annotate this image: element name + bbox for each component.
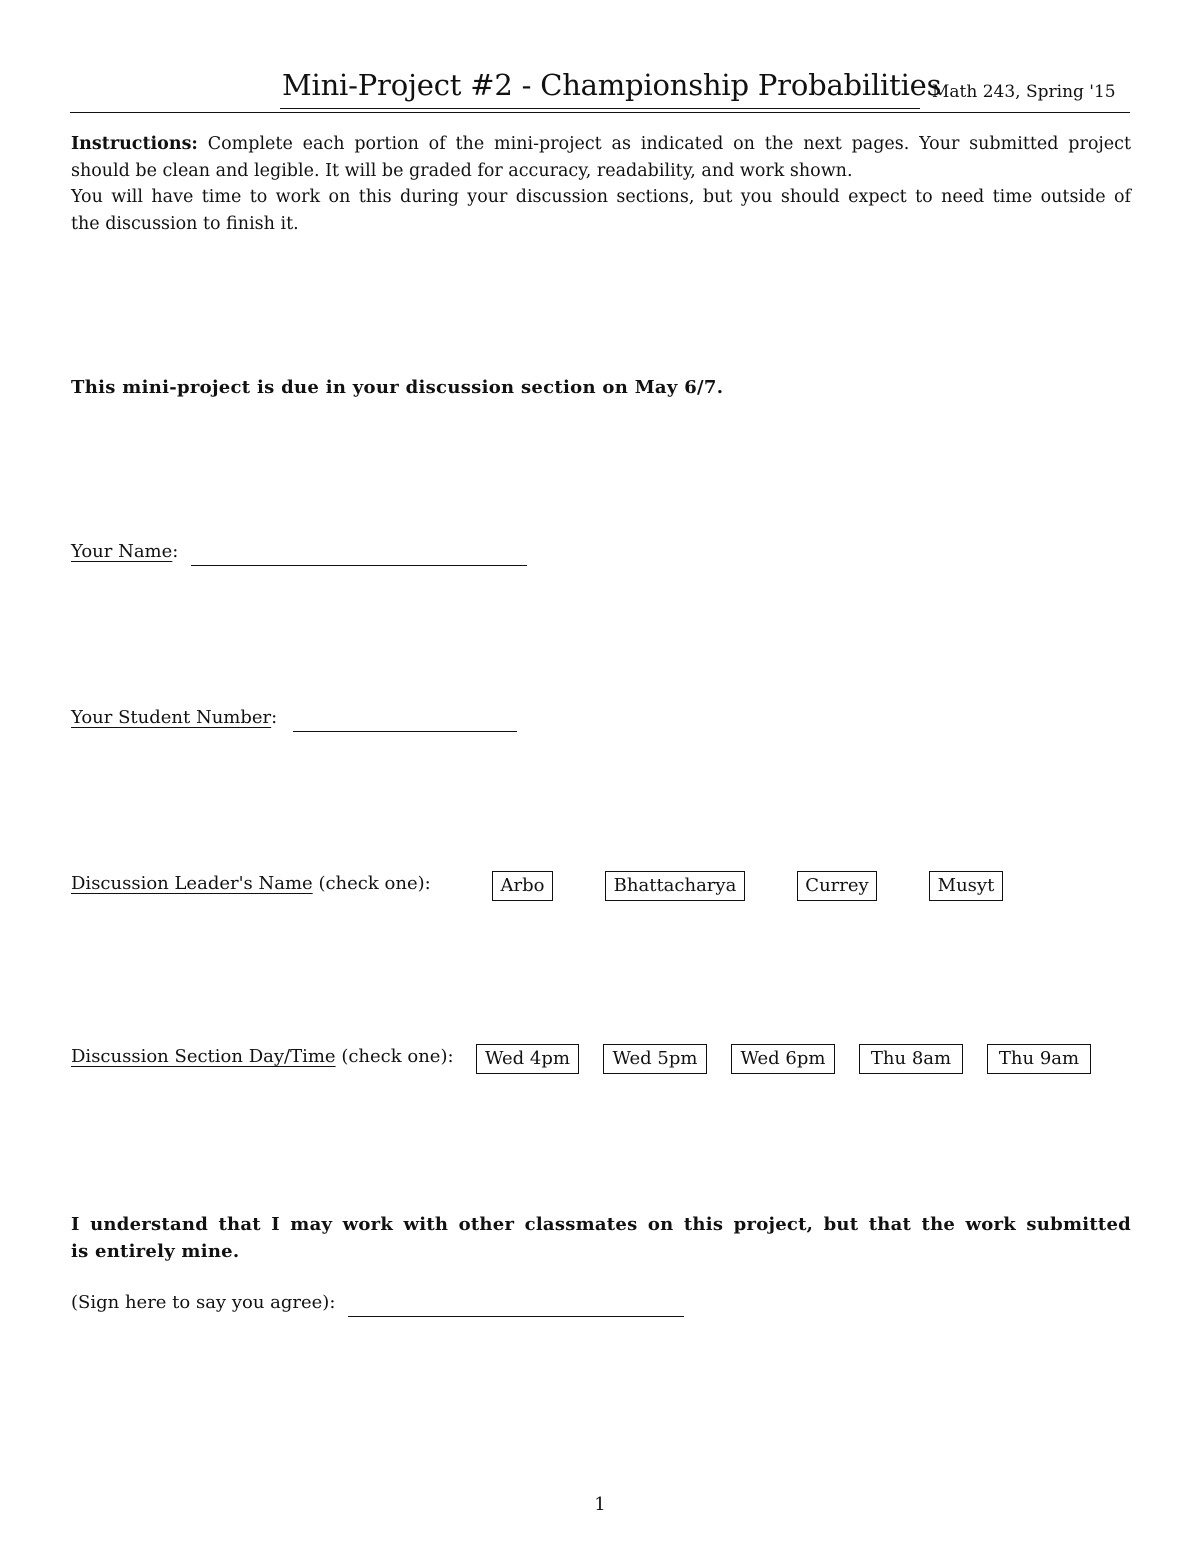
page-title: Mini-Project #2 - Championship Probabilities (282, 68, 942, 102)
instructions-text-1: Complete each portion of the mini-project as indicated on the next pages. Your submitted project (207, 134, 1131, 154)
agreement-statement (71, 1211, 1131, 1265)
page-number: 1 (594, 1494, 606, 1515)
course-label: Math 243, Spring '15 (932, 82, 1116, 102)
name-field-label: Your Name (71, 541, 173, 562)
instructions-line-3: You will have time to work on this during your discussion sections, but you should expect to need time outside of (71, 187, 1131, 207)
student-number-label-row (71, 707, 277, 728)
name-input-line[interactable] (191, 565, 527, 566)
section-option-wed-5pm[interactable]: Wed 5pm (603, 1044, 707, 1074)
leader-suffix: (check one): (318, 873, 431, 894)
header-rule (70, 112, 1130, 113)
student-number-input-line[interactable] (293, 731, 517, 732)
student-number-colon: : (271, 707, 278, 728)
section-option-wed-4pm[interactable]: Wed 4pm (476, 1044, 579, 1074)
section-label: Discussion Section Day/Time (71, 1046, 336, 1067)
leader-option-arbo[interactable]: Arbo (492, 871, 553, 901)
section-label-row (71, 1046, 454, 1067)
agreement-line-1: I understand that I may work with other classmates on this project, but that the work submitted (71, 1214, 1131, 1235)
signature-line[interactable] (348, 1316, 684, 1317)
section-option-wed-6pm[interactable]: Wed 6pm (731, 1044, 835, 1074)
leader-label: Discussion Leader's Name (71, 873, 313, 894)
leader-option-currey[interactable]: Currey (797, 871, 877, 901)
due-notice: This mini-project is due in your discussion section on May 6/7. (71, 377, 724, 398)
section-suffix: (check one): (341, 1046, 454, 1067)
name-field-label-row (71, 541, 178, 562)
instructions-block (71, 131, 1131, 237)
student-number-label: Your Student Number (71, 707, 272, 728)
instructions-line-4: the discussion to finish it. (71, 213, 299, 234)
name-field-colon: : (172, 541, 179, 562)
section-option-thu-9am[interactable]: Thu 9am (987, 1044, 1091, 1074)
leader-option-bhattacharya[interactable]: Bhattacharya (605, 871, 745, 901)
leader-label-row (71, 873, 431, 894)
agreement-line-2: is entirely mine. (71, 1241, 240, 1262)
sign-label: (Sign here to say you agree): (71, 1292, 336, 1313)
section-option-thu-8am[interactable]: Thu 8am (859, 1044, 963, 1074)
instructions-line-1 (71, 131, 1131, 158)
title-underline (280, 108, 920, 109)
instructions-lead: Instructions: (71, 134, 198, 154)
leader-option-musyt[interactable]: Musyt (929, 871, 1003, 901)
instructions-line-2: should be clean and legible. It will be graded for accuracy, readability, and work shown. (71, 160, 853, 181)
